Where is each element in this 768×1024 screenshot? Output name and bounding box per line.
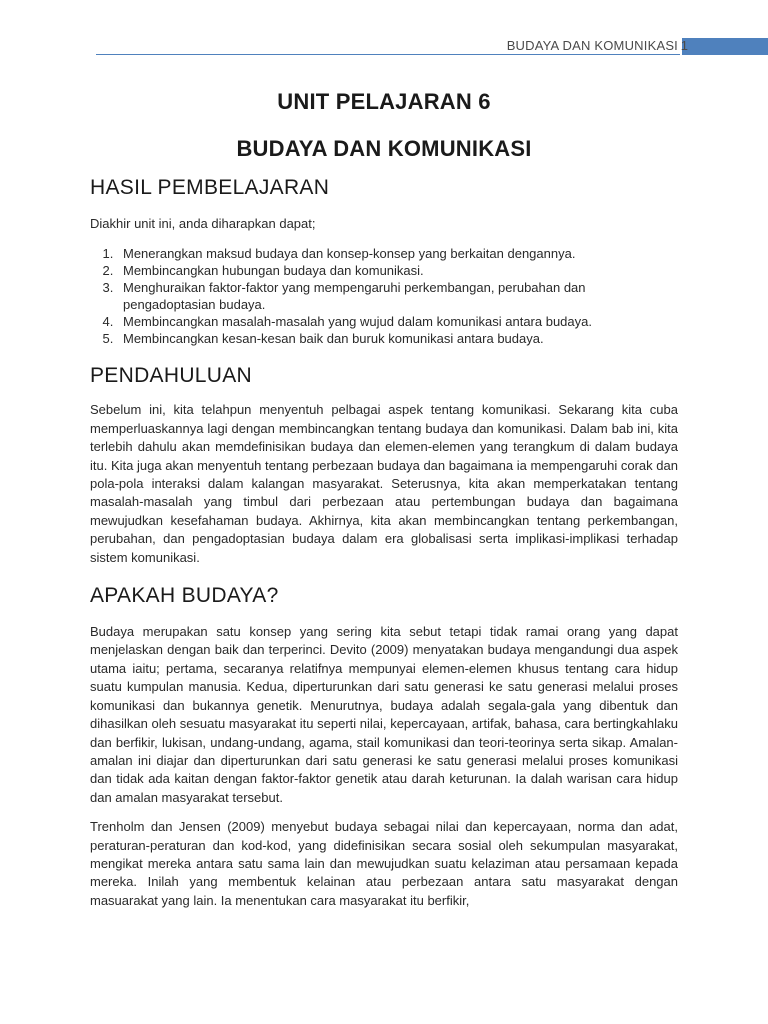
heading-pendahuluan: PENDAHULUAN xyxy=(90,364,252,388)
running-header xyxy=(96,38,768,56)
heading-apakah-budaya: APAKAH BUDAYA? xyxy=(90,584,279,608)
document-body xyxy=(90,88,678,910)
objectives-list xyxy=(90,245,678,347)
heading-hasil-pembelajaran: HASIL PEMBELAJARAN xyxy=(90,176,330,199)
list-item: 5. Membincangkan kesan-kesan baik dan buruk komunikasi antara budaya. xyxy=(117,330,678,347)
objectives-intro: Diakhir unit ini, anda diharapkan dapat; xyxy=(90,216,316,231)
header-rule xyxy=(96,54,680,55)
budaya-paragraph-1: Budaya merupakan satu konsep yang sering kita sebut tetapi tidak ramai orang yang dapat menjelaskan dengan baik dan terperinci. Devito (2009) menyatakan budaya mengandungi dua aspek utama iaitu; pertama, secaranya relatifnya mempunyai elemen-elemen khusus tentang cara hidup suatu kumpulan manusia. Kedua, diperturunkan dari satu generasi ke satu generasi melalui proses komunikasi dan bukannya genetik. Menurutnya, budaya adalah segala-gala yang dibentuk dan dihasilkan oleh sesuatu masyarakat itu seperti nilai, kepercayaan, artifak, bahasa, cara bertingkahlaku dan berfikir, lukisan, undang-undang, agama, stail komunikasi dan teori-teorinya serta sikap. Amalan-amalan ini diajar dan diperturunkan dari satu generasi ke satu generasi melalui proses komunikasi dan tidak ada kaitan dengan faktor-faktor genetik atau darah keturunan. Ia dalah warisan cara hidup dan amalan masyarakat tersebut. xyxy=(90,624,678,805)
list-item: 2. Membincangkan hubungan budaya dan komunikasi. xyxy=(117,262,678,279)
unit-title: UNIT PELAJARAN 6 xyxy=(277,89,491,114)
list-item: 4. Membincangkan masalah-masalah yang wujud dalam komunikasi antara budaya. xyxy=(117,313,678,330)
pendahuluan-paragraph: Sebelum ini, kita telahpun menyentuh pelbagai aspek tentang komunikasi. Sekarang kita cuba memperluaskannya lagi dengan membincangkan tentang budaya dan komunikasi. Dalam bab ini, kita terlebih dahulu akan memdefinisikan budaya dan elemen-elemen yang terangkum di dalam budaya itu. Kita juga akan menyentuh tentang perbezaan budaya dan bagaimana ia mempengaruhi corak dan pola-pola interaksi dalam kalangan masyarakat. Seterusnya, kita akan memperkatakan tentang masalah-masalah yang timbul dari perbezaan atau pertembungan budaya dan bagaimana mewujudkan kesefahaman budaya. Akhirnya, kita akan membincangkan tentang perkembangan, perubahan, dan pengadoptasian budaya dalam era globalisasi serta implikasi-implikasi terhadap sistem komunikasi. xyxy=(90,402,678,565)
page-number: 1 xyxy=(680,38,688,53)
header-title: BUDAYA DAN KOMUNIKASI xyxy=(506,38,678,53)
list-item: 3. Menghuraikan faktor-faktor yang mempengaruhi perkembangan, perubahan dan pengadoptasian budaya. xyxy=(117,279,678,313)
unit-subtitle: BUDAYA DAN KOMUNIKASI xyxy=(236,136,532,161)
list-item: 1. Menerangkan maksud budaya dan konsep-konsep yang berkaitan dengannya. xyxy=(117,245,678,262)
header-accent-bar xyxy=(682,38,768,55)
budaya-paragraph-2: Trenholm dan Jensen (2009) menyebut budaya sebagai nilai dan kepercayaan, norma dan adat, peraturan-peraturan dan kod-kod, yang didefinisikan secara sosial oleh sekumpulan masyarakat, mengikat mereka antara satu sama lain dan mewujudkan suatu kelaziman atau persamaan kepada mereka. Inilah yang membentuk kelainan atau perbezaan antara satu masyarakat dengan masuarakat yang lain. Ia menentukan cara masyarakat itu berfikir, xyxy=(90,819,678,908)
